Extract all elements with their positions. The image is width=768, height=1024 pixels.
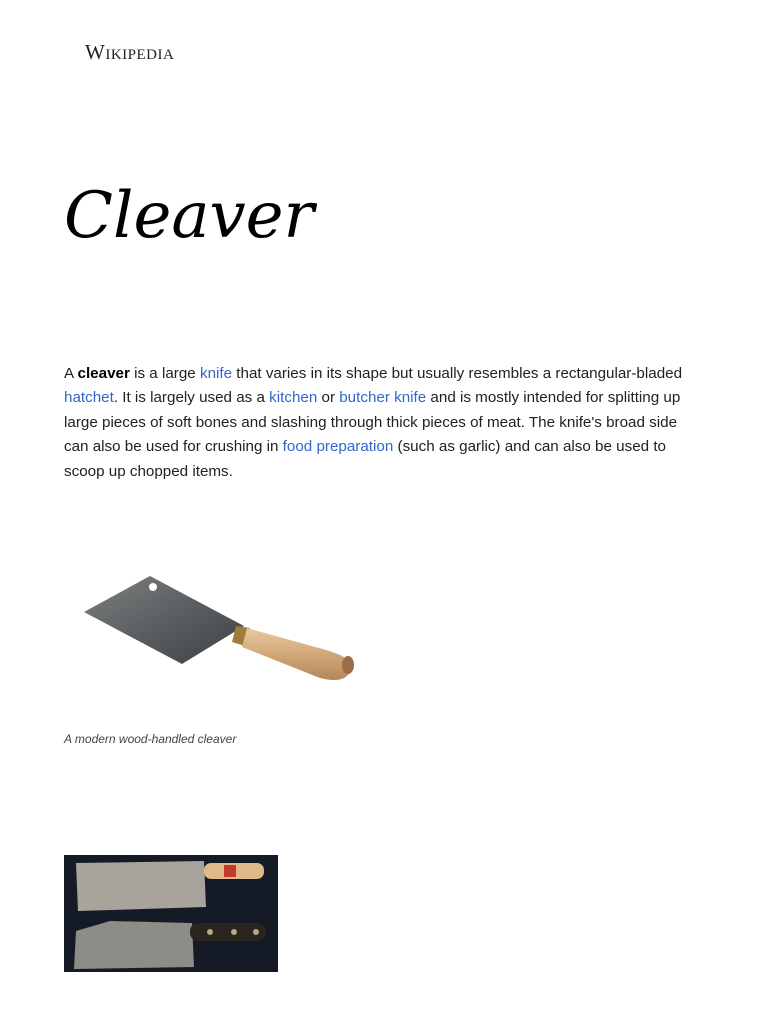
link-hatchet[interactable]: hatchet [64,389,114,407]
lead-text-5: or [317,389,340,407]
lead-bold-term: cleaver [77,365,130,382]
lead-text-3: that varies in its shape but usually resembles a rectangular-bladed [232,365,683,382]
lead-text-1: A [64,365,78,382]
cleaver-image[interactable] [64,548,364,698]
handle-end [342,656,354,674]
cleaver-illustration [64,548,364,698]
lead-paragraph [64,362,704,484]
cleaver-blade [84,576,244,664]
blade-hole [149,583,157,591]
lead-text-4: . It is largely used as a [113,389,270,407]
top-handle-label [224,865,236,877]
lead-text-2: is a large [129,365,200,382]
rivet-3 [253,929,259,935]
link-food-preparation[interactable]: food preparation [282,438,394,456]
rivet-2 [231,929,237,935]
page-title: Cleaver [64,179,315,253]
link-knife[interactable]: knife [199,365,233,382]
cleavers-photo[interactable] [64,855,278,972]
figure-caption: A modern wood-handled cleaver [64,732,237,746]
bottom-blade [74,921,194,969]
top-blade [76,861,206,911]
lead-text-6: and is mostly intended for splitting up large pieces of soft bones and slashing through thick pieces of meat. The knife's broad side can also be used for crushing in [64,389,681,456]
link-butcher-knife[interactable]: butcher knife [339,389,427,407]
cleavers-illustration [64,855,278,972]
link-kitchen[interactable]: kitchen [269,389,318,407]
lead-text-7: (such as garlic) and can also be used to scoop up chopped items. [64,438,666,480]
rivet-1 [207,929,213,935]
cleaver-handle [242,628,351,680]
wikipedia-wordmark[interactable]: Wikipedia [85,40,175,64]
